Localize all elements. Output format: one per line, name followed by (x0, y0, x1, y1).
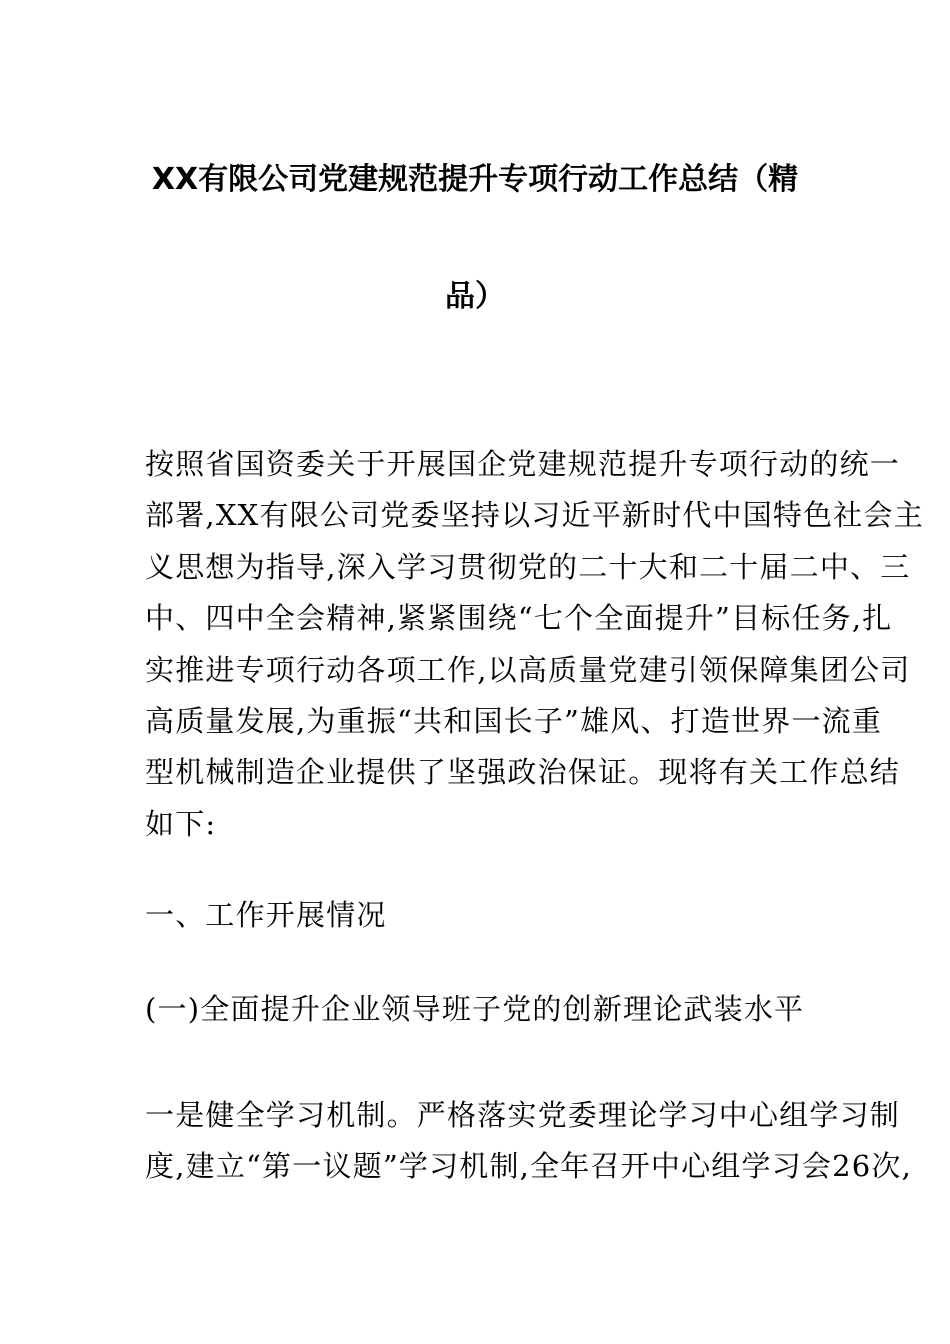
section-heading: 一、工作开展情况 (145, 898, 387, 932)
paragraph-line: 部署,XX有限公司党委坚持以习近平新时代中国特色社会主 (145, 498, 924, 533)
body-paragraph (145, 1090, 913, 1193)
paragraph-line: 中、四中全会精神,紧紧围绕“七个全面提升”目标任务,扎 (145, 601, 893, 636)
paragraph-line: 型机械制造企业提供了坚强政治保证。现将有关工作总结 (145, 755, 901, 790)
paragraph-line: 高质量发展,为重振“共和国长子”雄风、打造世界一流重 (145, 703, 883, 738)
paragraph-line: 一是健全学习机制。严格落实党委理论学习中心组学习制 (145, 1098, 901, 1132)
paragraph-line: 度,建立“第一议题”学习机制,全年召开中心组学习会26次, (145, 1149, 913, 1184)
document-title-line-2: 品） (445, 279, 505, 314)
subsection-heading: (一)全面提升企业领导班子党的创新理论武装水平 (145, 992, 805, 1026)
paragraph-line: 如下: (145, 806, 217, 841)
section-heading-block (145, 890, 825, 941)
intro-paragraph (145, 439, 924, 850)
paragraph-line: 按照省国资委关于开展国企党建规范提升专项行动的统一 (145, 447, 901, 481)
paragraph-line: 义思想为指导,深入学习贯彻党的二十大和二十届二中、三 (145, 549, 911, 584)
paragraph-line: 实推进专项行动各项工作,以高质量党建引领保障集团公司 (145, 652, 911, 687)
document-title-line-1: XX有限公司党建规范提升专项行动工作总结（精 (151, 162, 799, 197)
subsection-heading-block (145, 984, 825, 1035)
